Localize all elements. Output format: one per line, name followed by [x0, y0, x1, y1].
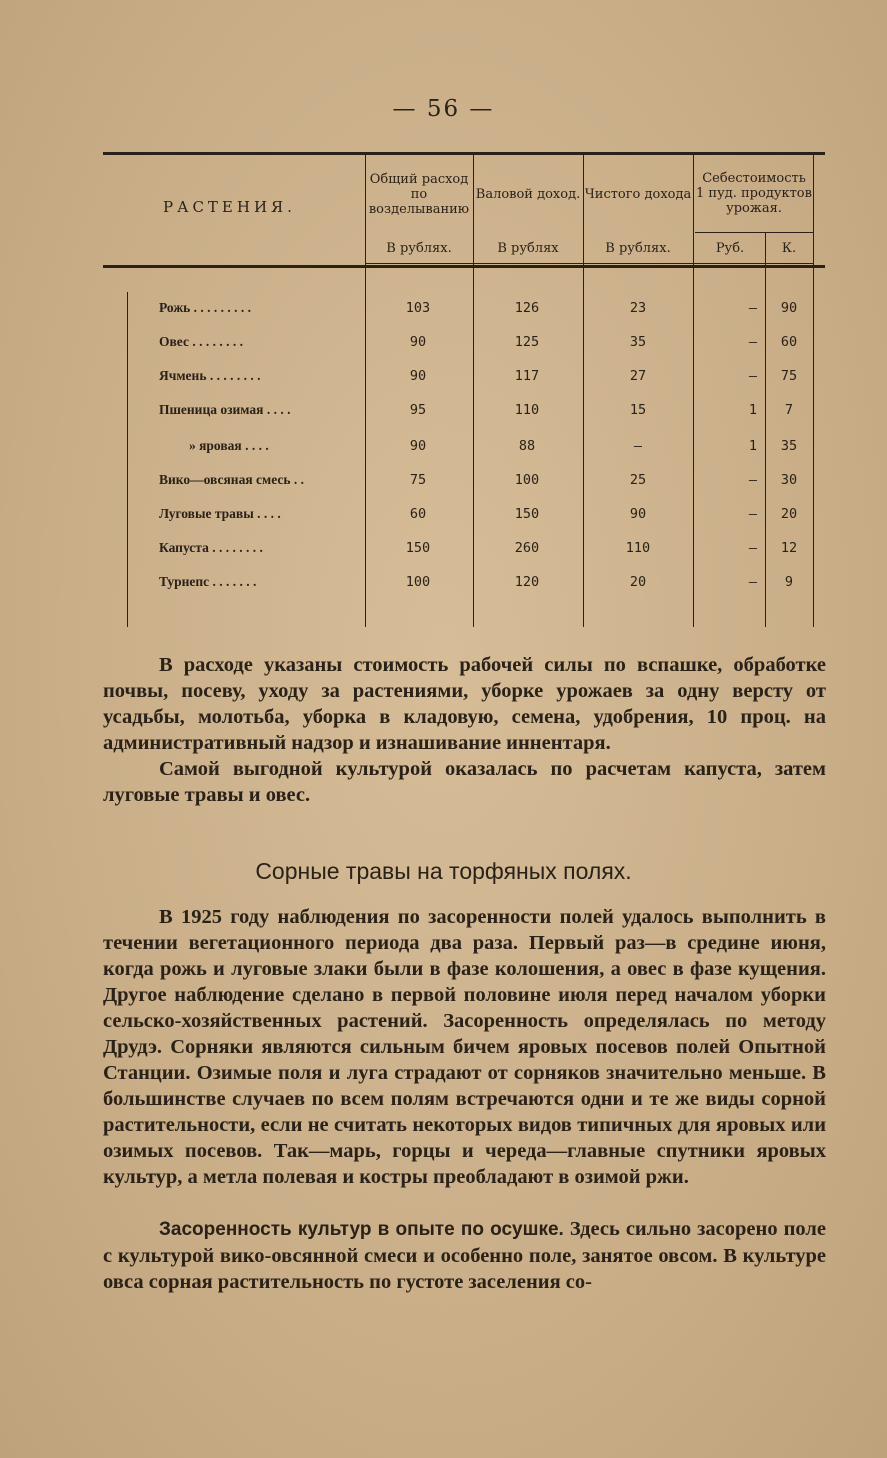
- cell-gross: 110: [514, 402, 540, 418]
- cell-net: —: [633, 438, 643, 454]
- unit-row-rule: [365, 263, 813, 264]
- cell-expense: 75: [409, 472, 427, 488]
- cell-gross: 126: [514, 300, 540, 316]
- cell-kop: 60: [780, 334, 798, 350]
- cost-subheader-rule: [695, 232, 813, 233]
- cell-net: 110: [625, 540, 651, 556]
- cell-rub: 1: [748, 402, 757, 418]
- unit-gross: В рублях: [497, 240, 559, 256]
- unit-expense: В рублях.: [386, 240, 452, 256]
- cell-net: 15: [629, 402, 647, 418]
- page-number: — 56 —: [392, 96, 495, 122]
- row-label: Пшеница озимая . . . .: [159, 402, 291, 417]
- cell-kop: 30: [780, 472, 798, 488]
- cell-kop: 90: [780, 300, 798, 316]
- cell-gross: 125: [514, 334, 540, 350]
- cell-expense: 90: [409, 334, 427, 350]
- row-label: Капуста . . . . . . . .: [159, 540, 263, 555]
- paragraph-drainage-text: Здесь сильно засорено поле с культурой вико-овсянной смеси и особенно поле, занятое овсом. В культуре овса сорная растительность по густоте заселения со-: [103, 1218, 826, 1293]
- cell-expense: 90: [409, 368, 427, 384]
- cell-net: 35: [629, 334, 647, 350]
- cell-kop: 7: [784, 402, 794, 418]
- cell-kop: 12: [780, 540, 798, 556]
- row-label: Ячмень . . . . . . . .: [159, 368, 261, 383]
- cell-expense: 60: [409, 506, 427, 522]
- row-label: Вико—овсяная смесь . .: [159, 472, 304, 487]
- header-cost: Себестоимость 1 пуд. продуктов урожая.: [696, 170, 812, 216]
- paragraph-weeds: В 1925 году наблюдения по засоренности полей удалось выполнить в течении вегетационного периода два раза. Первый раз—в средине июня, когда рожь и луговые злаки были в фазе колошения, а овес в фазе кущения. Другое наблюдение сделано в первой половине июля перед началом уборки сельско-хозяйственных растений. Засоренность определялась по методу Друдэ. Сорняки являются сильным бичем яровых посевов полей Опытной Станции. Озимые поля и луга страдают от сорняков значительно меньше. В большинстве случаев по всем полям встречаются одни и те же виды сорной растительности, если не считать некоторых видов типичных для яровых или озимых посевов. Так—марь, горцы и череда—главные спутники яровых культур, а метла полевая и костры преобладают в озимой ржи.: [103, 906, 826, 1188]
- cell-gross: 120: [514, 574, 540, 590]
- header-expense: Общий расход по возделыванию: [368, 172, 470, 217]
- cell-gross: 88: [518, 438, 536, 454]
- cell-net: 23: [629, 300, 647, 316]
- cell-kop: 75: [780, 368, 798, 384]
- cell-gross: 260: [514, 540, 540, 556]
- unit-net: В рублях.: [605, 240, 671, 256]
- stub-header: РАСТЕНИЯ.: [163, 198, 296, 216]
- data-table: [103, 152, 825, 630]
- col-rule-4: [693, 155, 694, 627]
- cell-rub: —: [748, 472, 757, 488]
- cell-rub: —: [748, 540, 757, 556]
- row-label: Луговые травы . . . .: [159, 506, 281, 521]
- cell-expense: 103: [405, 300, 431, 316]
- cell-expense: 95: [409, 402, 427, 418]
- cell-gross: 117: [514, 368, 540, 384]
- paragraph-expenses-note: В расходе указаны стоимость рабочей силы по вспашке, обработке почвы, посеву, уходу за растениями, уборке урожаев за одну версту от усадьбы, молотьба, уборка в кладовую, семена, удобрения, 10 проц. на административный надзор и изнашивание иннентаря.: [103, 654, 826, 754]
- cell-kop: 35: [780, 438, 798, 454]
- cell-rub: —: [748, 506, 757, 522]
- stub-rule: [127, 292, 128, 627]
- paragraph-conclusion: Самой выгодной культурой оказалась по расчетам капуста, затем луговые травы и овес.: [103, 758, 826, 806]
- row-label: Рожь . . . . . . . . .: [159, 300, 252, 315]
- row-label: Турнепс . . . . . . .: [159, 574, 257, 589]
- cell-gross: 150: [514, 506, 540, 522]
- cell-kop: 20: [780, 506, 798, 522]
- cell-expense: 150: [405, 540, 431, 556]
- header-net: Чистого дохода: [584, 187, 692, 202]
- cell-rub: —: [748, 574, 757, 590]
- cell-expense: 90: [409, 438, 427, 454]
- unit-kop: К.: [781, 240, 797, 256]
- cell-expense: 100: [405, 574, 431, 590]
- cell-rub: —: [748, 334, 757, 350]
- header-gross: Валовой доход.: [475, 187, 581, 202]
- col-rule-6: [813, 155, 814, 627]
- paragraph-drainage: [103, 1216, 826, 1295]
- col-rule-5: [765, 232, 766, 627]
- unit-rub: Руб.: [715, 240, 745, 256]
- cell-gross: 100: [514, 472, 540, 488]
- cell-rub: —: [748, 368, 757, 384]
- row-label: » яровая . . . .: [189, 438, 269, 453]
- row-label: Овес . . . . . . . .: [159, 334, 243, 349]
- cell-rub: 1: [748, 438, 757, 454]
- cell-net: 20: [629, 574, 647, 590]
- header-bottom-rule: [103, 265, 825, 268]
- cell-kop: 9: [784, 574, 794, 590]
- cell-net: 90: [629, 506, 647, 522]
- cell-net: 25: [629, 472, 647, 488]
- cell-net: 27: [629, 368, 647, 384]
- paragraph-drainage-lead: Засоренность культур в опыте по осушке.: [159, 1219, 564, 1240]
- cell-rub: —: [748, 300, 757, 316]
- section-heading: Сорные травы на торфяных полях.: [255, 858, 632, 884]
